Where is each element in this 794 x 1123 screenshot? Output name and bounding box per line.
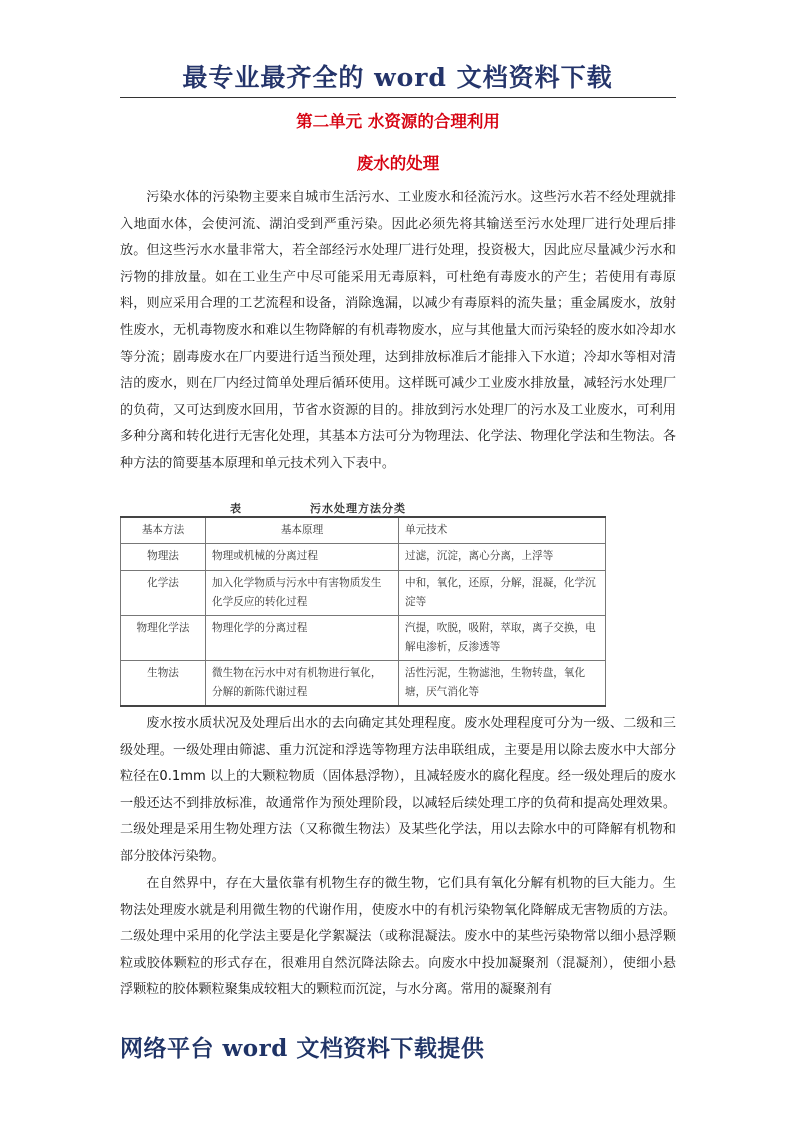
table-cell: 加入化学物质与污水中有害物质发生化学反应的转化过程: [206, 571, 399, 616]
table-cell: 中和，氧化，还原，分解，混凝，化学沉淀等: [399, 571, 606, 616]
paragraph-treatment-levels: 废水按水质状况及处理后出水的去向确定其处理程度。废水处理程度可分为一级、二级和三级处理。一级处理由筛滤、重力沉淀和浮选等物理方法串联组成，主要是用以除去废水中大部分粒径在0.1mm 以上的大颗粒物质（固体悬浮物），且减轻废水的腐化程度。经一级处理后的废水一般还达不到排放标准，故通常作为预处理阶段，以减轻后续处理工序的负荷和提高处理效果。二级处理是采用生物处理方法（又称微生物法）及某些化学法，用以去除水中的可降解有机物和部分胶体污染物。: [120, 716, 676, 864]
table-cell: 物理或机械的分离过程: [206, 544, 399, 571]
table-row: [121, 571, 606, 616]
table-header-cell: 单元技术: [399, 517, 606, 544]
table-caption: [120, 498, 606, 516]
table-header-row: [121, 517, 606, 544]
table-cell: 化学法: [121, 571, 206, 616]
table-cell: 微生物在污水中对有机物进行氧化，分解的新陈代谢过程: [206, 661, 399, 707]
table-cell: 汽提，吹脱，吸附，萃取，离子交换，电解电渗析，反渗透等: [399, 616, 606, 661]
table-header-cell: 基本原理: [206, 517, 399, 544]
methods-table: [120, 516, 606, 707]
table-cell: 物理化学的分离过程: [206, 616, 399, 661]
table-caption-title: 污水处理方法分类: [310, 502, 406, 515]
table-row: [121, 616, 606, 661]
table-cell: 物理化学法: [121, 616, 206, 661]
table-cell: 物理法: [121, 544, 206, 571]
table-cell: 活性污泥，生物滤池，生物转盘，氧化塘，厌气消化等: [399, 661, 606, 707]
table-row: [121, 544, 606, 571]
footer-banner: 网络平台 word 文档资料下载提供: [120, 1035, 485, 1062]
header-divider: [120, 97, 676, 98]
table-row: [121, 661, 606, 707]
table-caption-label: 表: [230, 502, 241, 515]
document-subtitle: 废水的处理: [356, 154, 440, 173]
table-cell: 过滤，沉淀，离心分离，上浮等: [399, 544, 606, 571]
methods-table-figure: [120, 498, 606, 707]
header-banner: 最专业最齐全的 word 文档资料下载: [182, 63, 613, 92]
paragraph-biological-methods: 在自然界中，存在大量依靠有机物生存的微生物，它们具有氧化分解有机物的巨大能力。生物法处理废水就是利用微生物的代谢作用，使废水中的有机污染物氧化降解成无害物质的方法。二级处理中采用的化学法主要是化学絮凝法（或称混凝法。废水中的某些污染物常以细小悬浮颗粒或胶体颗粒的形式存在，很难用自然沉降法除去。向废水中投加凝聚剂（混凝剂），使细小悬浮颗粒的胶体颗粒聚集成较粗大的颗粒而沉淀，与水分离。常用的凝聚剂有: [120, 876, 676, 998]
document-title: 第二单元 水资源的合理利用: [296, 112, 500, 131]
table-cell: 生物法: [121, 661, 206, 707]
table-header-cell: 基本方法: [121, 517, 206, 544]
paragraph-intro: 污染水体的污染物主要来自城市生活污水、工业废水和径流污水。这些污水若不经处理就排入地面水体，会使河流、湖泊受到严重污染。因此必须先将其输送至污水处理厂进行处理后排放。但这些污水水量非常大，若全部经污水处理厂进行处理，投资极大，因此应尽量减少污水和污物的排放量。如在工业生产中尽可能采用无毒原料，可杜绝有毒废水的产生；若使用有毒原料，则应采用合理的工艺流程和设备，消除逸漏，以减少有毒原料的流失量；重金属废水，放射性废水，无机毒物废水和难以生物降解的有机毒物废水，应与其他量大而污染轻的废水如冷却水等分流；剧毒废水在厂内要进行适当预处理，达到排放标准后才能排入下水道；冷却水等相对清洁的废水，则在厂内经过简单处理后循环使用。这样既可减少工业废水排放量，减轻污水处理厂的负荷，又可达到废水回用，节省水资源的目的。排放到污水处理厂的污水及工业废水，可利用多种分离和转化进行无害化处理，其基本方法可分为物理法、化学法、物理化学法和生物法。各种方法的简要基本原理和单元技术列入下表中。: [120, 190, 676, 471]
